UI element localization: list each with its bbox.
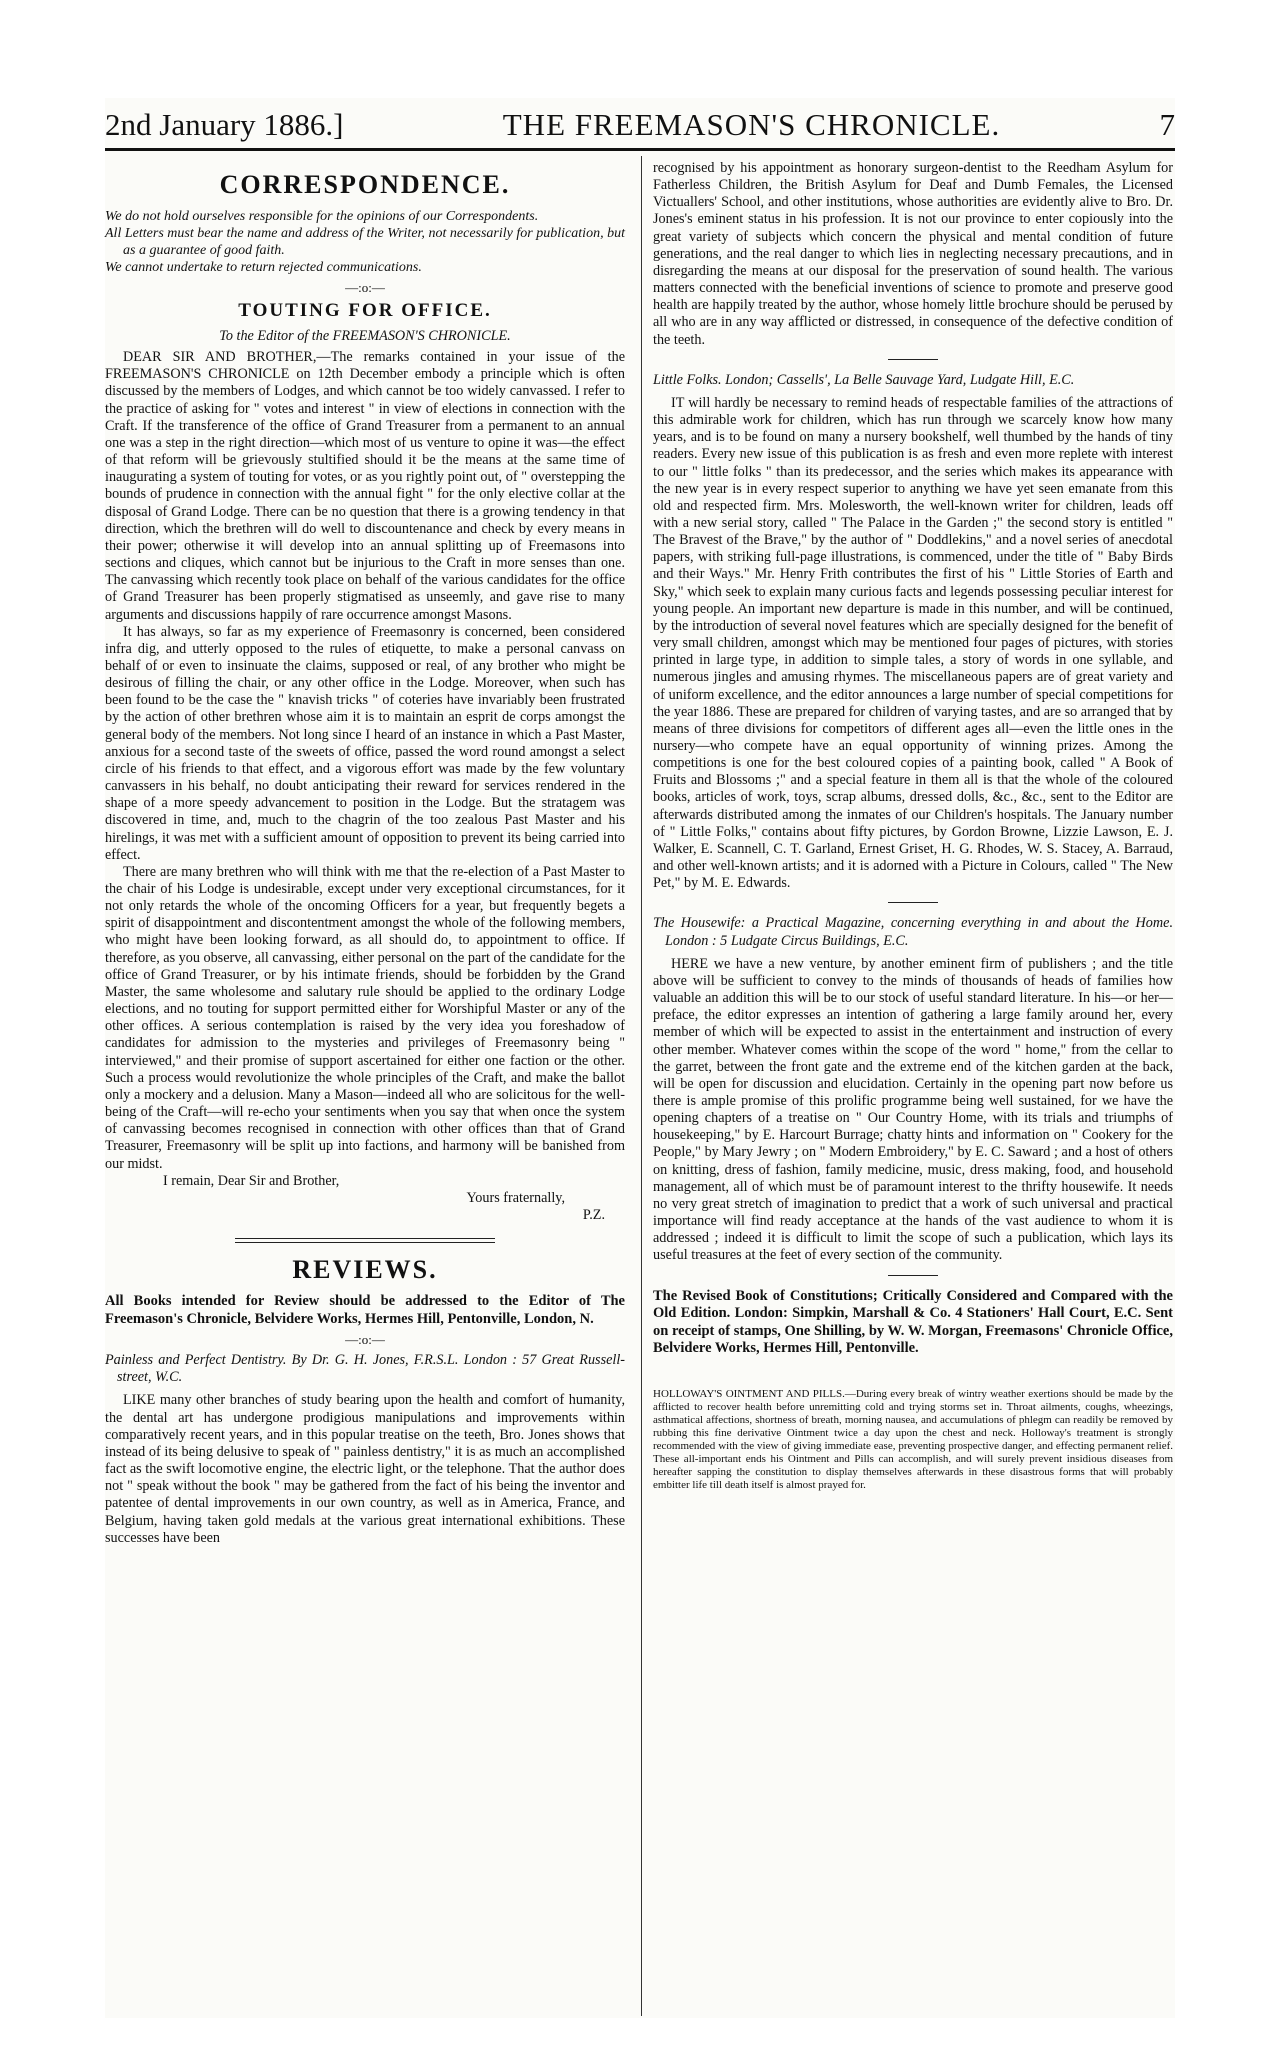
page-header — [105, 98, 1175, 140]
letter-signature: P.Z. — [582, 1206, 605, 1223]
letter-addressee: To the Editor of the FREEMASON'S CHRONICLE. — [219, 328, 511, 344]
short-rule — [888, 902, 938, 903]
review-paragraph-continued: recognised by his appointment as honorary surgeon-dentist to the Reedham Asylum for Fatherless Children, the British Asylum for Deaf and Dumb Females, the Licensed Victuallers' School, and other institutions, whose authorities are evidently alive to Bro. Dr. Jones's eminent status in his profession. It is not our province to enter copiously into the great variety of subjects which concern the physical and mental condition of future generations, and the real danger to which lies in neglecting necessary precautions, and in disregarding the means at our disposal for the preservation of sound health. The various matters connected with the beneficial inventions of science to promote and preserve good health are happily treated by the author, whose homely little brochure should be perused by all who are in any way afflicted or distressed, in consequence of the defective condition of the teeth. — [653, 160, 1173, 348]
short-rule — [888, 359, 938, 360]
right-column — [653, 160, 1173, 1492]
review-book-heading: Little Folks. London; Cassells', La Belle Sauvage Yard, Ludgate Hill, E.C. — [653, 371, 1075, 388]
disclaimer: All Letters must bear the name and address of the Writer, not necessarily for publication, but as a guarantee of good faith. — [105, 226, 625, 258]
letter-signoff: Yours fraternally, — [466, 1189, 565, 1206]
column-divider — [641, 156, 642, 2016]
correspondence-heading: CORRESPONDENCE. — [219, 170, 511, 199]
review-book-heading: The Revised Book of Constitutions; Critically Considered and Compared with the Old Edition. London: Simpkin, Marshall & Co. 4 Stationers' Hall Court, E.C. Sent on receipt of stamps, One Shilling, by W. W. Morgan, Freemasons' Chronicle Office, Belvidere Works, Hermes Hill, Pentonville. — [653, 1287, 1173, 1357]
header-date: 2nd January 1886.] — [105, 107, 344, 142]
newspaper-page — [105, 98, 1175, 2018]
disclaimer: We cannot undertake to return rejected communications. — [105, 260, 422, 275]
review-paragraph: IT will hardly be necessary to remind heads of respectable families of the attractions of this admirable work for children, which has run through we scarcely know how many years, and is to be found on many a nursery bookshelf, well thumbed by the hands of tiny readers. Every new issue of this publication is as fresh and even more replete with interest to our " little folks " than its predecessor, and the series which makes its appearance with the new year is in every respect superior to anything we have yet seen emanate from this old and respected firm. Mrs. Molesworth, the well-known writer for children, leads off with a new serial story, called " The Palace in the Garden ;" the second story is entitled " The Bravest of the Brave," by the author of " Doddlekins," and a novel series of anecdotal papers, with striking full-page illustrations, is commenced, under the title of " Baby Birds and their Ways." Mr. Henry Frith contributes the first of his " Little Stories of Earth and Sky," which seek to explain many curious facts and legends possessing peculiar interest for young people. An important new departure is made in this number, and will be continued, by the introduction of several novel features which are specially designed for the benefit of very small children, amongst which may be mentioned four pages of pictures, with stories printed in large type, in addition to simple tales, a story of words in one syllable, and numerous jingles and amusing rhymes. The miscellaneous papers are of great variety and of uniform excellence, and the editor announces a large number of special competitions for the year 1886. These are prepared for children of varying tastes, and are so arranged that by means of three divisions for competitors of different ages all—even the little ones in the nursery—who compete have an equal opportunity of winning prizes. Among the competitions is one for the best coloured copies of a painting book, called " A Book of Fruits and Blossoms ;" and a special feature in them all is that the whole of the coloured books, articles of work, toys, scrap albums, dressed dolls, &c., &c., sent to the Editor are afterwards distributed among the inmates of our Children's hospitals. The January number of " Little Folks," contains about fifty pictures, by Gordon Browne, Lizzie Lawson, E. J. Walker, E. Scannell, C. T. Garland, Ernest Griset, H. G. Rhodes, W. S. Stacey, A. Barraud, and other well-known artists; and it is adorned with a Picture in Colours, called " The New Pet," by M. E. Edwards. — [653, 394, 1173, 892]
page-number: 7 — [1159, 107, 1175, 142]
advertisement — [653, 1388, 1173, 1492]
review-book-heading: Painless and Perfect Dentistry. By Dr. G. H. Jones, F.R.S.L. London : 57 Great Russell-street, W.C. — [105, 1352, 625, 1386]
letter-title: TOUTING FOR OFFICE. — [238, 300, 492, 321]
reviews-heading: REVIEWS. — [292, 1255, 438, 1285]
reviews-intro: All Books intended for Review should be addressed to the Editor of The Freemason's Chronicle, Belvidere Works, Hermes Hill, Pentonville, London, N. — [105, 1293, 625, 1327]
section-separator: —:o:— — [345, 280, 385, 295]
review-book-heading: The Housewife: a Practical Magazine, concerning everything in and about the Home. London : 5 Ludgate Circus Buildings, E.C. — [653, 915, 1173, 949]
short-rule — [888, 1275, 938, 1276]
letter-closing: I remain, Dear Sir and Brother, — [163, 1172, 340, 1189]
disclaimer: We do not hold ourselves responsible for the opinions of our Correspondents. — [105, 209, 539, 224]
header-rule — [105, 148, 1175, 151]
header-title: THE FREEMASON'S CHRONICLE. — [502, 107, 1001, 142]
double-rule — [235, 1238, 495, 1243]
advertisement-label: HOLLOWAY'S OINTMENT AND PILLS. — [653, 1387, 845, 1400]
advertisement-text: —During every break of wintry weather exertions should be made by the afflicted to recover health before unremitting cold and trying storms set in. Throat ailments, coughs, wheezings, asthmatical affections, shortness of breath, morning nausea, and accumulations of phlegm can readily be removed by rubbing this fine derivative Ointment twice a day upon the chest and neck. Holloway's treatment is strongly recommended with the view of giving immediate ease, preventing prospective danger, and effecting permanent relief. These all-important ends his Ointment and Pills can accomplish, and will surely prevent insidious diseases from hereafter sapping the constitution to display themselves afterwards in these disastrous forms that will probably embitter life till death itself is almost prayed for. — [653, 1387, 1173, 1491]
review-paragraph: HERE we have a new venture, by another eminent firm of publishers ; and the title above will be sufficient to convey to the minds of thousands of heads of families how valuable an addition this will be to our stock of useful standard literature. In his—or her—preface, the editor expresses an intention of gathering a large family around her, every member of which will be expected to assist in the entertainment and instruction of every other member. Whatever comes within the scope of the word " home," from the cellar to the garret, between the front gate and the extreme end of the kitchen garden at the back, will be open for discussion and elucidation. Certainly in the opening part now before us there is ample promise of this prolific programme being well sustained, for we have the opening chapters of a treatise on " Our Country Home, with its trials and triumphs of housekeeping," by E. Harcourt Burrage; chatty hints and information on " Cookery for the People," by Mary Jewry ; on " Modern Embroidery," by E. C. Saward ; and a host of others on knitting, dress of fashion, family medicine, music, dress making, food, and household management, all of which must be of paramount interest to the thrifty housewife. It needs no very great stretch of imagination to predict that a work of such universal and practical importance will find ready acceptance at the hands of the vast audience to whom it is addressed ; indeed it is difficult to limit the scope of such a publication, which lays its useful treasures at the feet of every section of the community. — [653, 955, 1173, 1264]
review-paragraph: LIKE many other branches of study bearing upon the health and comfort of humanity, the dental art has undergone prodigious manipulations and improvements within comparatively recent years, and in this popular treatise on the teeth, Bro. Jones shows that instead of its being delusive to speak of " painless dentistry," it is as much an accomplished fact as the swift locomotive engine, the electric light, or the telephone. That the author does not " speak without the book " may be gathered from the fact of his being the inventor and patentee of dental improvements in our own country, as well as in America, France, and Belgium, having taken gold medals at the various great international exhibitions. These successes have been — [105, 1392, 625, 1546]
left-column — [105, 160, 625, 1547]
letter-paragraph: It has always, so far as my experience of Freemasonry is concerned, been considered infra dig, and utterly opposed to the rules of etiquette, to make a personal canvass on behalf of or even to insinuate the claims, supposed or real, of any brother who might be desirous of filling the chair, or any other office in the Lodge. Moreover, when such has been found to be the case the " knavish tricks " of coteries have invariably been frustrated by the action of other brethren whose aim it is to maintain an esprit de corps amongst the general body of the members. Not long since I heard of an instance in which a Past Master, anxious for a second taste of the sweets of office, passed the word round amongst a select circle of his friends to that effect, and a vigorous effort was made by the few voluntary canvassers in his behalf, no doubt anticipating their reward for services rendered in the shape of a more speedy advancement to position in the Lodge. But the stratagem was discovered in time, and, much to the chagrin of the too zealous Past Master and his hirelings, it was met with a sufficient amount of opposition to prevent its being carried into effect. — [105, 623, 625, 863]
letter-paragraph: DEAR SIR AND BROTHER,—The remarks contained in your issue of the FREEMASON'S CHRONICLE on 12th December embody a principle which is often discussed by the members of Lodges, and which cannot be too widely canvassed. I refer to the practice of asking for " votes and interest " in view of elections in connection with the Craft. If the transference of the office of Grand Treasurer from a permanent to an annual one was a step in the right direction—which most of us venture to opine it was—the effect of that reform will be grievously stultified should it be the means at the same time of inaugurating a system of touting for votes, or as you rightly point out, of " overstepping the bounds of prudence in connection with the annual fight " for the only elective collar at the disposal of Grand Lodge. There can be no question that there is a growing tendency in that direction, which the brethren will do well to discountenance and check by every means in their power; otherwise it will develop into an annual splitting up of Freemasons into sections and cliques, which cannot but be injurious to the Craft in more senses than one. The canvassing which recently took place on behalf of the various candidates for the office of Grand Treasurer has been properly stigmatised as unseemly, and gave rise to many arguments and discussions happily of rare occurrence amongst Masons. — [105, 349, 625, 623]
section-separator: —:o:— — [345, 1332, 385, 1348]
letter-paragraph: There are many brethren who will think with me that the re-election of a Past Master to the chair of his Lodge is undesirable, except under very exceptional circumstances, for it not only retards the whole of the oncoming Officers for a year, but frequently begets a spirit of disappointment and discontentment amongst the whole of the following members, who might have been looking forward, as all should do, to appointment to office. If therefore, as you observe, all canvassing, either personal on the part of the candidate for the office of Grand Treasurer, or by his intimate friends, should be forbidden by the Grand Master, the same wholesome and salutary rule should be applied to the ordinary Lodge elections, and no touting for support permitted either for Worshipful Master or any of the other offices. A serious contemplation is raised by the very idea you foreshadow of candidates for admission to the mysteries and privileges of Freemasonry being " interviewed," and their promise of support ascertained for either one faction or the other. Such a process would revolutionize the whole principles of the Craft, and make the ballot only a mockery and a delusion. Many a Mason—indeed all who are solicitous for the well-being of the Craft—will re-echo your sentiments when you say that when once the system of canvassing becomes recognised in connection with other offices than that of Grand Treasurer, Freemasonry will be split up into factions, and harmony will be banished from our midst. — [105, 863, 626, 1172]
